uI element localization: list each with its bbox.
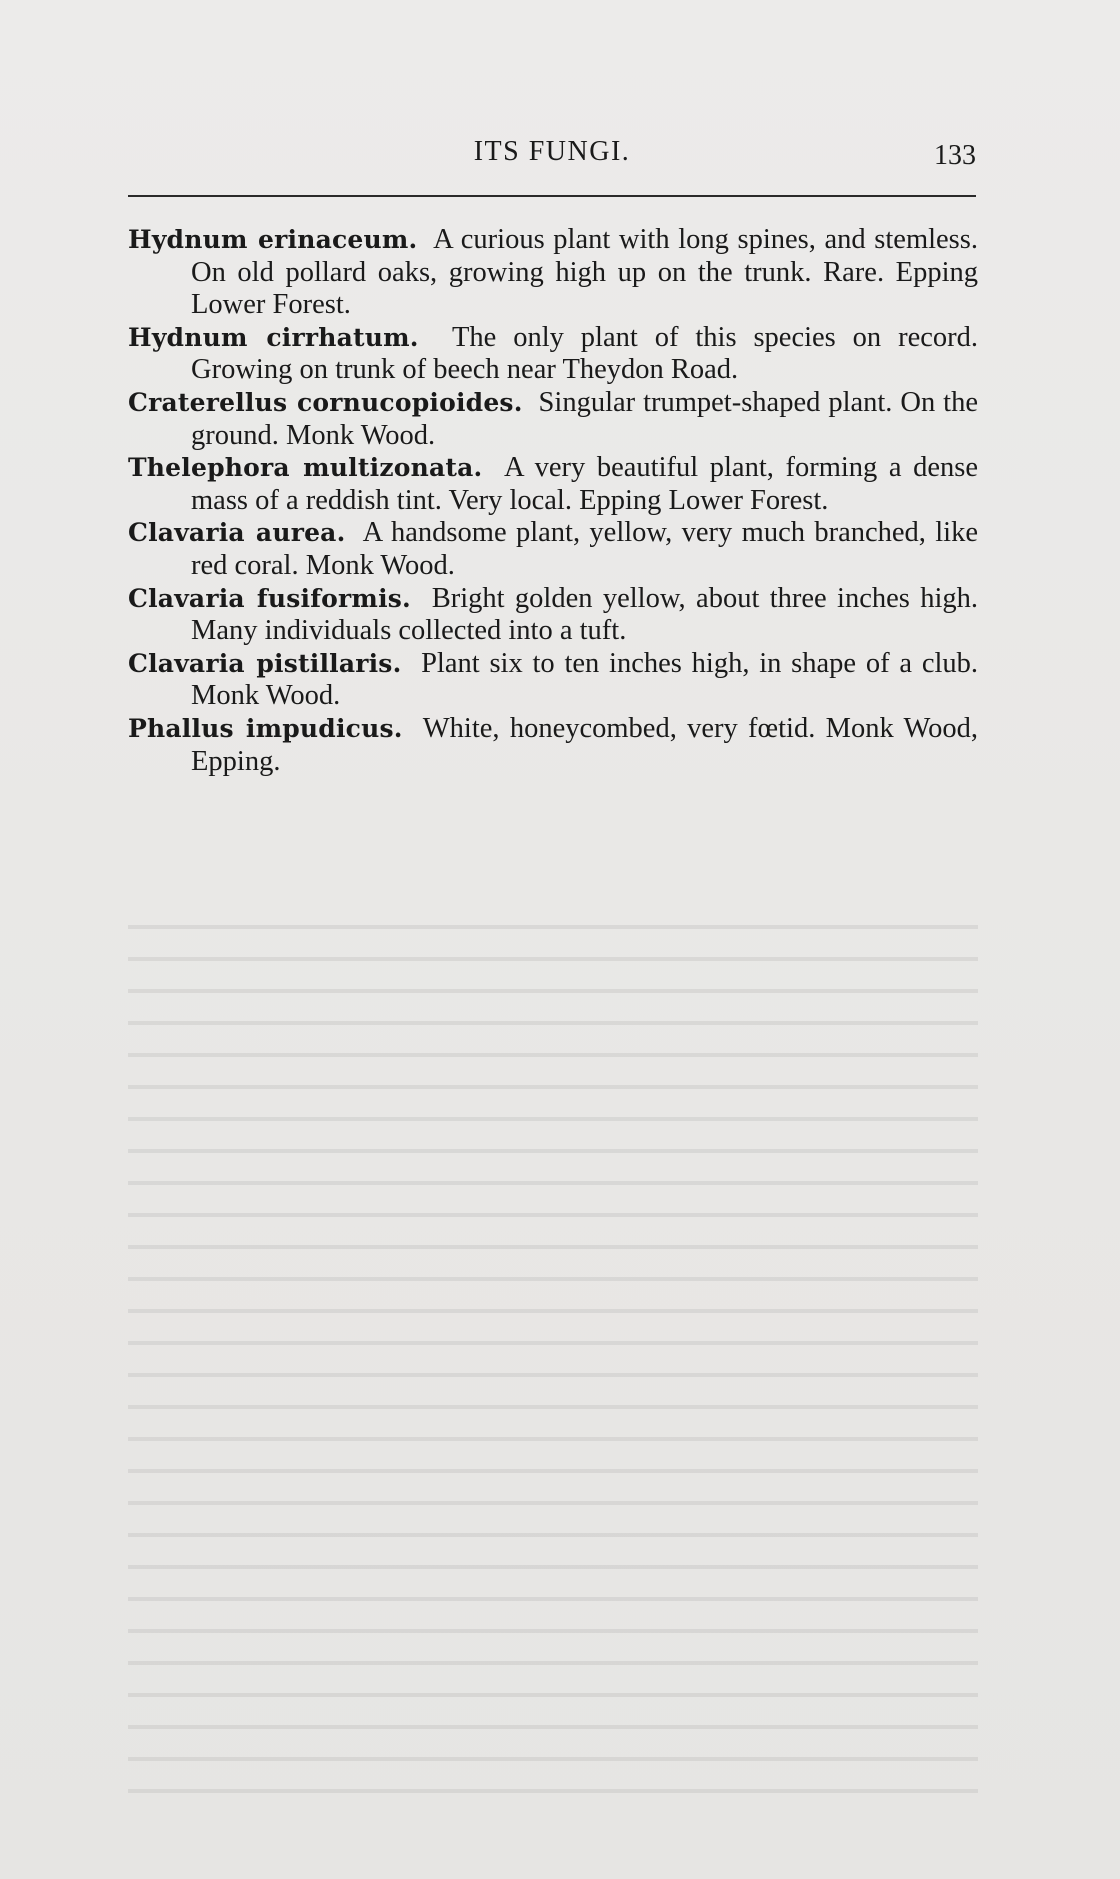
species-description: White, honeycombed, very fœtid. Monk Wood, Epping. — [191, 712, 979, 777]
entry-thelephora-multizonata — [128, 452, 978, 517]
species-name: Phallus impudicus. — [128, 713, 403, 743]
species-name: Hydnum erinaceum. — [128, 225, 418, 254]
species-description: Plant six to ten inches high, in shape of a club. Monk Wood. — [191, 647, 979, 712]
species-name: Clavaria aurea. — [128, 518, 346, 548]
entry-hydnum-erinaceum — [128, 224, 978, 322]
species-description: Bright golden yellow, about three inches high. Many individuals collected into a tuft. — [191, 582, 979, 647]
fungi-list — [128, 224, 978, 778]
species-name: Hydnum cirrhatum. — [128, 322, 419, 352]
show-through-text — [128, 905, 978, 1805]
species-name: Thelephora multizonata. — [128, 453, 483, 483]
species-name: Craterellus cornucopioides. — [128, 387, 523, 417]
species-name: Clavaria fusiformis. — [128, 583, 411, 613]
species-description: A curious plant with long spines, and stemless. On old pollard oaks, growing high up on the trunk. Rare. Epping Lower Forest. — [191, 224, 978, 321]
header-rule — [128, 195, 976, 197]
entry-clavaria-fusiformis — [128, 583, 978, 648]
entry-clavaria-pistillaris — [128, 648, 978, 713]
running-title: ITS FUNGI. — [473, 136, 631, 167]
species-description: Singular trumpet-shaped plant. On the ground. Monk Wood. — [191, 386, 979, 451]
page-header — [128, 136, 976, 180]
entry-hydnum-cirrhatum — [128, 322, 978, 387]
page-number: 133 — [934, 140, 976, 171]
entry-clavaria-aurea — [128, 517, 978, 582]
species-description: A very beautiful plant, forming a dense mass of a reddish tint. Very local. Epping Lower Forest. — [191, 452, 978, 516]
entry-phallus-impudicus — [128, 713, 978, 778]
species-description: A handsome plant, yellow, very much branched, like red coral. Monk Wood. — [191, 517, 978, 581]
species-name: Clavaria pistillaris. — [128, 648, 402, 678]
species-description: The only plant of this species on record. Growing on trunk of beech near Theydon Road. — [191, 321, 978, 386]
entry-craterellus-cornucopioides — [128, 387, 978, 452]
